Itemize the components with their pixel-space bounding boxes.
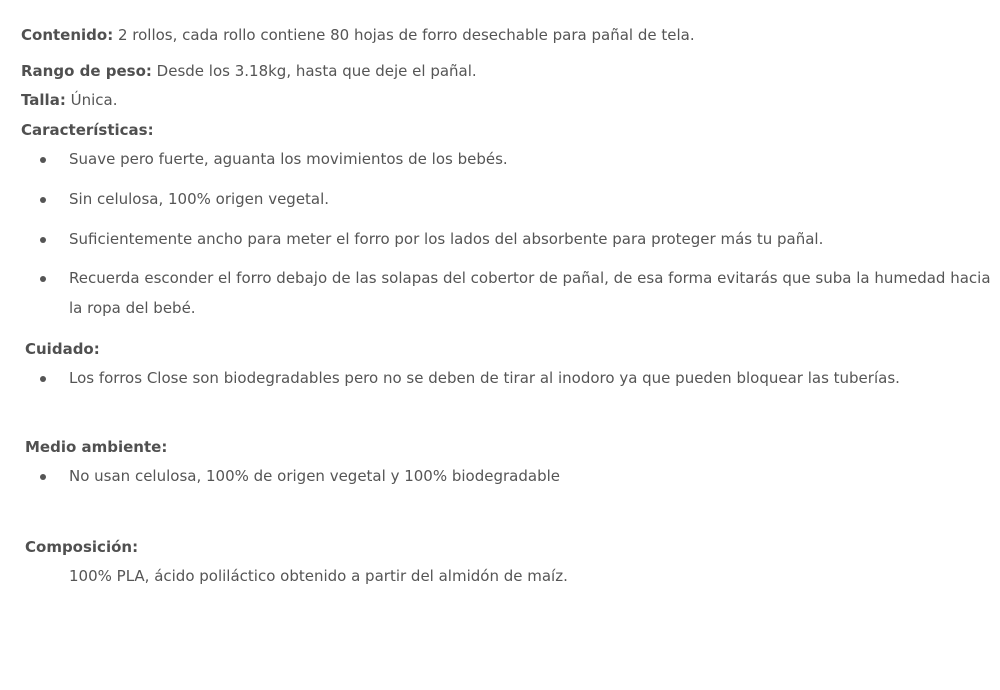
cuidado-label: Cuidado: <box>25 340 100 358</box>
composicion-heading <box>25 537 138 557</box>
contenido-text: 2 rollos, cada rollo contiene 80 hojas de forro desechable para pañal de tela. <box>113 26 695 44</box>
list-item: Suficientemente ancho para meter el forro por los lados del absorbente para proteger más tu pañal. <box>69 230 824 248</box>
caracteristicas-label: Características: <box>21 121 154 139</box>
caracteristicas-heading <box>21 120 154 140</box>
talla-text: Única. <box>65 91 118 109</box>
list-item: Suave pero fuerte, aguanta los movimientos de los bebés. <box>69 150 508 168</box>
medio-ambiente-heading <box>25 437 167 457</box>
medio-ambiente-label: Medio ambiente: <box>25 438 168 456</box>
bullet-dot <box>40 474 46 480</box>
bullet-dot <box>40 237 46 243</box>
rango-peso-text: Desde los 3.18kg, hasta que deje el pañal. <box>151 62 477 80</box>
bullet-dot <box>40 197 46 203</box>
bullet-dot <box>40 276 46 282</box>
talla-line <box>21 90 117 110</box>
contenido-label: Contenido: <box>21 26 114 44</box>
composicion-label: Composición: <box>25 538 139 556</box>
talla-label: Talla: <box>21 91 66 109</box>
cuidado-heading <box>25 339 100 359</box>
list-item: No usan celulosa, 100% de origen vegetal y 100% biodegradable <box>69 467 560 485</box>
list-item-continuation: la ropa del bebé. <box>69 299 196 317</box>
bullet-dot <box>40 376 46 382</box>
list-item: Los forros Close son biodegradables pero no se deben de tirar al inodoro ya que pueden bloquear las tuberías. <box>69 369 900 387</box>
list-item: Recuerda esconder el forro debajo de las solapas del cobertor de pañal, de esa forma evitarás que suba la humedad hacia <box>69 269 991 287</box>
bullet-dot <box>40 157 46 163</box>
contenido-line <box>21 25 695 45</box>
rango-peso-line <box>21 61 477 81</box>
rango-peso-label: Rango de peso: <box>21 62 152 80</box>
composicion-text: 100% PLA, ácido poliláctico obtenido a partir del almidón de maíz. <box>69 567 568 585</box>
list-item: Sin celulosa, 100% origen vegetal. <box>69 190 330 208</box>
